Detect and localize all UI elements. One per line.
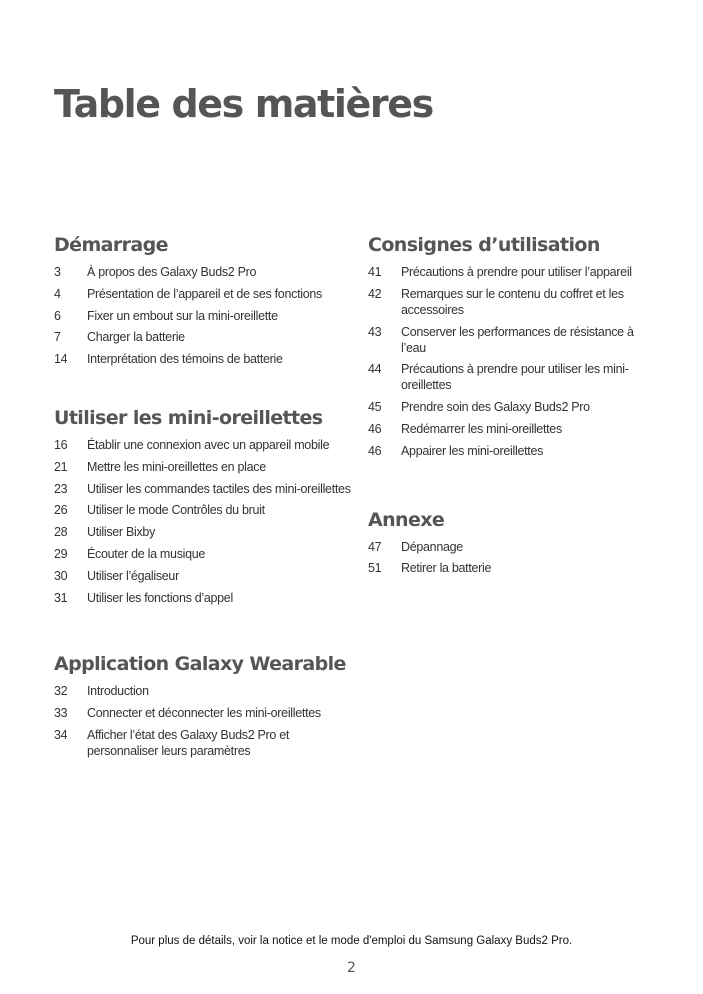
toc-entry[interactable] [368,539,653,555]
toc-entry[interactable] [54,329,354,345]
toc-page-number: 43 [368,324,382,339]
toc-entry-title: Charger la batterie [87,330,185,345]
toc-entry-title: Utiliser le mode Contrôles du bruit [87,503,265,518]
toc-page-number: 6 [54,308,61,323]
toc-entry[interactable] [368,361,653,393]
toc-entry-title: À propos des Galaxy Buds2 Pro [87,265,257,279]
toc-entry[interactable] [54,264,354,280]
toc-entry[interactable] [368,443,653,459]
toc-entry[interactable] [368,324,653,356]
toc-entry-title: Établir une connexion avec un appareil mobile [87,437,330,452]
toc-entry-title: Conserver les performances de résistance à l’eau [401,324,634,355]
toc-page-number: 34 [54,727,68,742]
toc-page-number: 16 [54,437,68,452]
toc-page-number: 46 [368,421,382,436]
toc-entry[interactable] [368,399,653,415]
toc-entry-title: Fixer un embout sur la mini-oreillette [87,308,278,323]
toc-page-number: 32 [54,684,68,699]
toc-page-number: 14 [54,352,68,367]
section-title: Utiliser les mini-oreillettes [54,406,323,429]
section-title: Application Galaxy Wearable [54,653,346,676]
toc-page-number: 23 [54,481,68,496]
toc-page-number: 7 [54,330,61,345]
toc-page-number: 33 [54,706,68,721]
section-consignes-utilisation [368,232,653,459]
toc-entry-title: Appairer les mini-oreillettes [401,443,544,458]
page-title: Table des matières [54,82,433,126]
toc-page-number: 47 [368,539,382,554]
toc-entry[interactable] [54,481,354,497]
toc-entry[interactable] [54,286,354,302]
toc-page-number: 42 [368,286,382,301]
toc-entry[interactable] [54,683,354,699]
toc-entry[interactable] [368,560,653,576]
section-spacer [368,465,653,507]
toc-entry-title: Précautions à prendre pour utiliser l’appareil [401,265,632,279]
toc-entry[interactable] [54,437,354,453]
toc-entry-title: Prendre soin des Galaxy Buds2 Pro [401,400,590,415]
right-column [368,232,653,582]
toc-entry[interactable] [54,502,354,518]
toc-entry-title: Interprétation des témoins de batterie [87,352,283,367]
section-galaxy-wearable [54,651,354,759]
toc-page-number: 26 [54,503,68,518]
toc-entry[interactable] [54,546,354,562]
section-title: Consignes d’utilisation [368,234,600,256]
toc-entry-title: Présentation de l’appareil et de ses fonctions [87,286,322,301]
toc-entry[interactable] [54,590,354,606]
toc-entry-title: Mettre les mini-oreillettes en place [87,459,266,474]
section-title: Annexe [368,508,445,531]
toc-page-number: 44 [368,362,382,377]
toc-page-number: 3 [54,265,61,279]
toc-list [54,437,354,606]
toc-page-number: 28 [54,525,68,540]
toc-entry[interactable] [54,351,354,367]
toc-entry[interactable] [54,727,354,759]
toc-entry-title: Redémarrer les mini-oreillettes [401,421,562,436]
section-spacer [54,611,354,651]
toc-page-number: 4 [54,286,61,301]
toc-entry[interactable] [368,264,653,280]
toc-entry-title: Utiliser l’égaliseur [87,568,179,583]
toc-entry[interactable] [54,459,354,475]
toc-entry-title: Introduction [87,684,149,699]
toc-entry-title: Afficher l’état des Galaxy Buds2 Pro et personnaliser leurs paramètres [87,727,290,758]
toc-page-number: 45 [368,400,382,415]
toc-list [368,264,653,459]
toc-list [54,264,354,367]
toc-entry[interactable] [368,286,653,318]
toc-entry-title: Utiliser Bixby [87,525,156,540]
toc-entry[interactable] [54,524,354,540]
toc-entry[interactable] [54,705,354,721]
section-annexe [368,507,653,577]
toc-entry-title: Connecter et déconnecter les mini-oreillettes [87,706,321,721]
toc-entry-title: Écouter de la musique [87,546,206,561]
toc-page-number: 29 [54,546,68,561]
toc-entry[interactable] [54,568,354,584]
toc-page-number: 21 [54,459,68,474]
section-utiliser-mini-oreillettes [54,405,354,606]
toc-entry[interactable] [54,308,354,324]
toc-list [54,683,354,759]
section-spacer [54,373,354,405]
toc-entry-title: Remarques sur le contenu du coffret et les accessoires [401,286,624,317]
toc-page-number: 31 [54,590,68,605]
page-number: 2 [347,960,356,976]
section-title: Démarrage [54,234,168,256]
toc-entry-title: Retirer la batterie [401,561,492,576]
toc-page-number: 41 [368,265,382,279]
section-demarrage [54,232,354,367]
toc-entry-title: Précautions à prendre pour utiliser les mini-oreillettes [401,362,629,393]
toc-page-number: 46 [368,443,382,458]
toc-entry-title: Utiliser les commandes tactiles des mini-oreillettes [87,481,351,496]
toc-entry-title: Utiliser les fonctions d’appel [87,590,233,605]
toc-entry[interactable] [368,421,653,437]
toc-entry-title: Dépannage [401,539,463,554]
toc-page-number: 30 [54,568,68,583]
toc-list [368,539,653,577]
footer-note: Pour plus de détails, voir la notice et le mode d'emploi du Samsung Galaxy Buds2 Pro. [130,935,573,947]
toc-page-number: 51 [368,561,382,576]
left-column [54,232,354,765]
